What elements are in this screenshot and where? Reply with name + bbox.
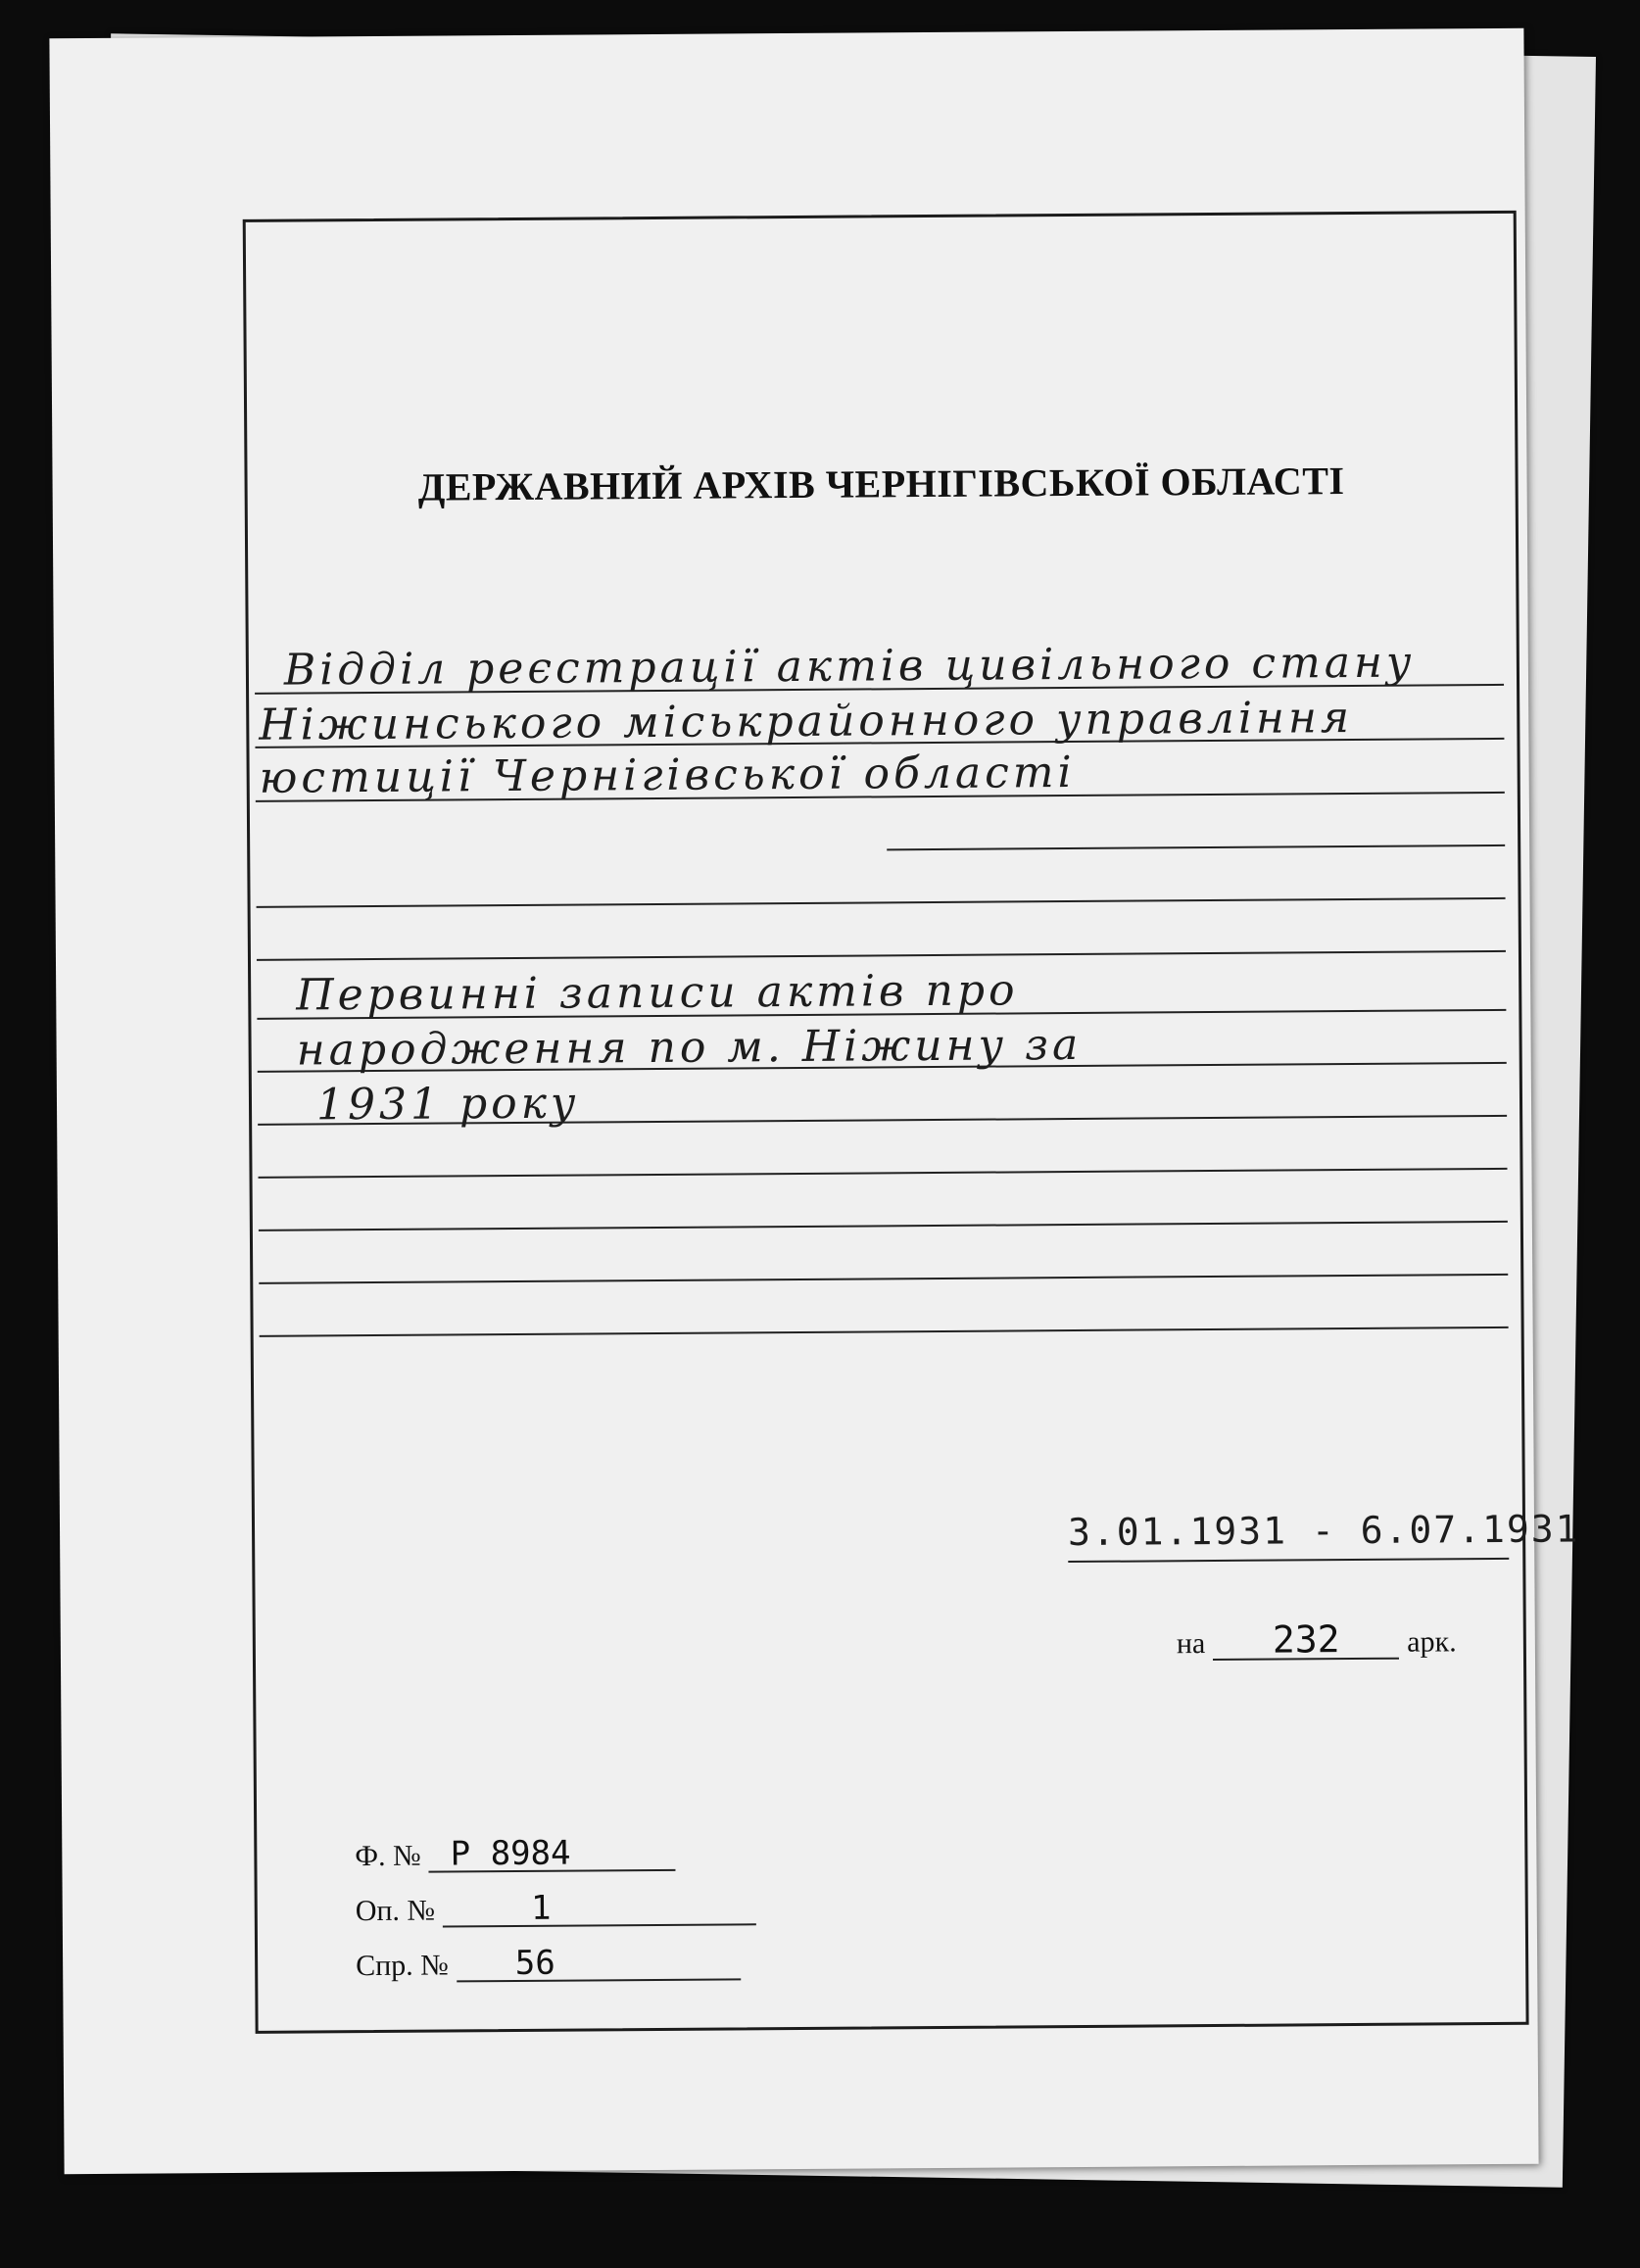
- opys-value: 1: [443, 1890, 756, 1927]
- form-rule: [260, 1327, 1509, 1337]
- file-value: 56: [457, 1945, 741, 1982]
- date-range: [1068, 1507, 1580, 1554]
- form-rule: [259, 1221, 1508, 1231]
- form-rule: [259, 1168, 1508, 1179]
- cover-frame: [243, 211, 1580, 2034]
- opys-label: Оп. №: [355, 1894, 436, 1928]
- fond-number-row: [355, 1833, 676, 1874]
- description-line: 1931 року: [315, 1078, 580, 1131]
- sheets-prefix: на: [1176, 1627, 1206, 1661]
- description-line: Первинні записи актів про: [296, 965, 1019, 1021]
- sheets-suffix: арк.: [1407, 1625, 1457, 1659]
- form-rule: [259, 1274, 1508, 1284]
- form-rule: [257, 950, 1506, 961]
- file-label: Спр. №: [356, 1949, 449, 1983]
- sheets-count-value: 232: [1213, 1620, 1399, 1661]
- institution-line: Ніжинського міськрайонного управління: [259, 693, 1354, 750]
- description-line: народження по м. Ніжину за: [296, 1019, 1083, 1076]
- fond-label: Ф. №: [355, 1839, 421, 1873]
- institution-line: юстиції Чернігівської області: [259, 747, 1076, 803]
- fond-value: Р 8984: [429, 1836, 676, 1873]
- opys-number-row: [356, 1890, 757, 1928]
- archive-title: ДЕРЖАВНИЙ АРХІВ ЧЕРНІГІВСЬКОЇ ОБЛАСТІ: [417, 458, 1345, 509]
- form-rule: [257, 897, 1506, 908]
- file-number-row: [356, 1945, 741, 1983]
- institution-line: Відділ реєстрації актів цивільного стану: [283, 637, 1416, 696]
- archive-cover-sheet: [49, 28, 1580, 2174]
- sheets-count: [1177, 1619, 1457, 1661]
- date-range-value: 3.01.1931 - 6.07.1931: [1067, 1507, 1580, 1555]
- form-rule: [887, 844, 1505, 850]
- form-rule: [1068, 1558, 1509, 1563]
